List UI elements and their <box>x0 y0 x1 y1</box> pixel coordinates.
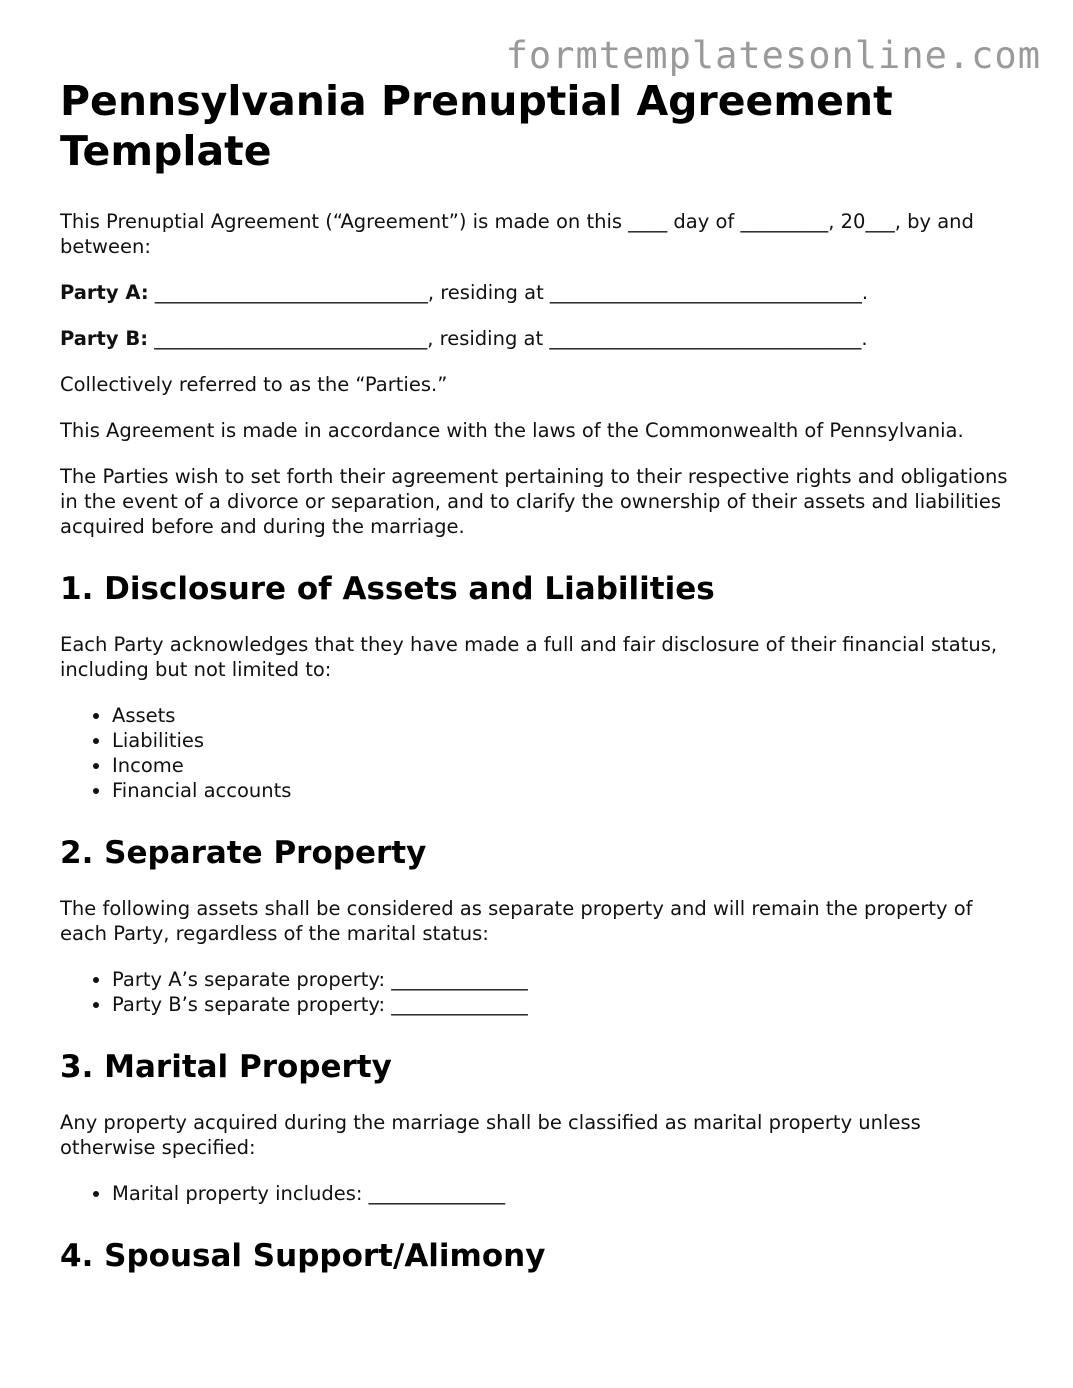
laws-paragraph: This Agreement is made in accordance with the laws of the Commonwealth of Pennsylvania. <box>60 419 964 442</box>
list-item: • Marital property includes: ______________ <box>112 1181 1020 1206</box>
party-a-fields: ____________________________, residing at ________________________________. <box>148 281 869 304</box>
document-title: Pennsylvania Prenuptial Agreement Template <box>60 77 893 175</box>
party-b-fields: ____________________________, residing at ________________________________. <box>148 327 868 350</box>
list-item: • Party A’s separate property: ______________ <box>112 967 1020 992</box>
document-page <box>60 76 1020 1299</box>
list-item: • Income <box>112 753 1020 778</box>
section-4-heading: 4. Spousal Support/Alimony <box>60 1238 546 1274</box>
party-b-line <box>60 326 1020 351</box>
collectively-paragraph: Collectively referred to as the “Parties.” <box>60 373 448 396</box>
section-3-text: Any property acquired during the marriage shall be classified as marital property unless otherwise specified: <box>60 1111 921 1159</box>
list-item: • Party B’s separate property: ______________ <box>112 992 1020 1017</box>
intro-paragraph: This Prenuptial Agreement (“Agreement”) is made on this ____ day of _________, 20___, by and between: <box>60 210 974 258</box>
party-a-line <box>60 280 1020 305</box>
section-1-text: Each Party acknowledges that they have made a full and fair disclosure of their financial status, including but not limited to: <box>60 633 998 681</box>
section-3-list <box>60 1181 1020 1206</box>
section-3-heading: 3. Marital Property <box>60 1049 392 1085</box>
list-item: • Assets <box>112 703 1020 728</box>
list-item: • Financial accounts <box>112 778 1020 803</box>
section-2-heading: 2. Separate Property <box>60 835 427 871</box>
list-item: • Liabilities <box>112 728 1020 753</box>
party-b-label: Party B: <box>60 327 149 350</box>
section-2-text: The following assets shall be considered as separate property and will remain the property of each Party, regardless of the marital status: <box>60 897 973 945</box>
purpose-paragraph: The Parties wish to set forth their agreement pertaining to their respective rights and obligations in the event of a divorce or separation, and to clarify the ownership of their assets and liabilities acquired before and during the marriage. <box>60 465 1008 538</box>
section-2-list <box>60 967 1020 1017</box>
section-1-list <box>60 703 1020 803</box>
watermark-text: formtemplatesonline.com <box>505 34 1041 77</box>
party-a-label: Party A: <box>60 281 149 304</box>
section-1-heading: 1. Disclosure of Assets and Liabilities <box>60 571 715 607</box>
